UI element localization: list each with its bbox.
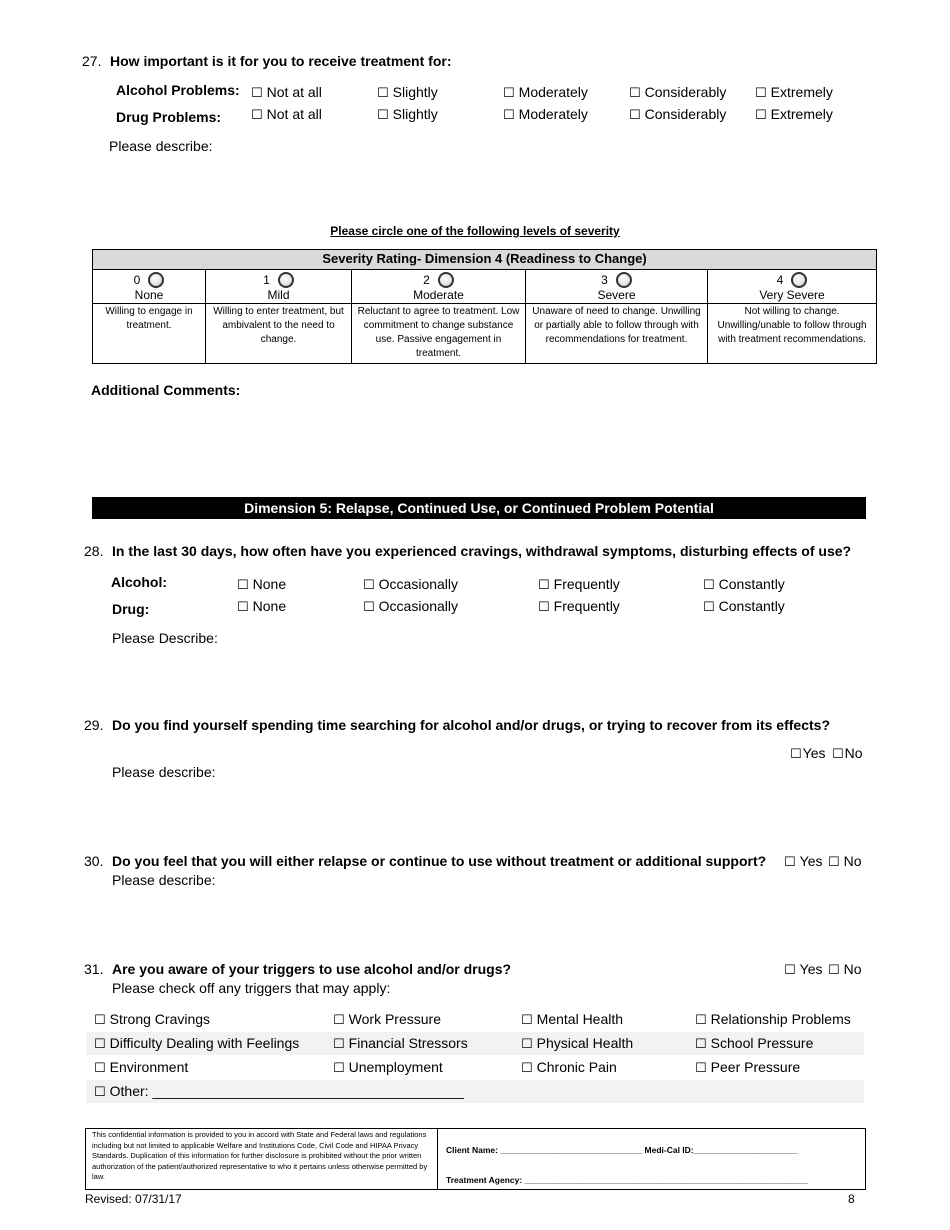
severity-level-4[interactable]: 4 Very Severe	[708, 270, 877, 304]
q27-drug-label: Drug Problems:	[116, 109, 222, 125]
checkbox-icon[interactable]: ☐	[695, 1013, 707, 1028]
q31-yes[interactable]: ☐ Yes	[784, 961, 823, 978]
severity-level-1[interactable]: 1 Mild	[206, 270, 352, 304]
dimension5-banner: Dimension 5: Relapse, Continued Use, or Continued Problem Potential	[92, 497, 866, 519]
q31-text: Are you aware of your triggers to use alcohol and/or drugs?	[112, 961, 512, 977]
severity-instruction: Please circle one of the following levels of severity	[330, 224, 620, 238]
q28-alcohol-frequently[interactable]: ☐ Frequently	[538, 576, 620, 593]
checkbox-icon[interactable]: ☐	[521, 1061, 533, 1076]
q27-drug-moderately[interactable]: ☐ Moderately	[503, 106, 588, 123]
q31-number: 31.	[84, 961, 104, 977]
checkbox-icon[interactable]: ☐	[629, 108, 641, 123]
checkbox-icon[interactable]: ☐	[94, 1085, 106, 1100]
revised-date: Revised: 07/31/17	[85, 1192, 182, 1206]
q28-describe-label: Please Describe:	[112, 630, 218, 646]
severity-level-2[interactable]: 2 Moderate	[352, 270, 526, 304]
q30-text: Do you feel that you will either relapse or continue to use without treatment or additional support?	[112, 853, 767, 869]
q27-drug-not-at-all[interactable]: ☐ Not at all	[251, 106, 322, 123]
severity-desc-4: Not willing to change. Unwilling/unable to follow through with treatment recommendations.	[708, 304, 877, 364]
radio-circle-icon[interactable]	[148, 272, 164, 288]
q27-text: How important is it for you to receive treatment for:	[110, 53, 452, 69]
checkbox-icon[interactable]: ☐	[333, 1061, 345, 1076]
q30-yes[interactable]: ☐ Yes	[784, 853, 823, 870]
checkbox-icon[interactable]: ☐	[828, 963, 840, 978]
severity-desc-2: Reluctant to agree to treatment. Low commitment to change substance use. Passive engagement in treatment.	[352, 304, 526, 364]
q27-describe-label: Please describe:	[109, 138, 213, 154]
checkbox-icon[interactable]: ☐	[363, 578, 375, 593]
q27-alcohol-extremely[interactable]: ☐ Extremely	[755, 84, 833, 101]
checkbox-icon[interactable]: ☐	[363, 600, 375, 615]
severity-desc-0: Willing to engage in treatment.	[93, 304, 206, 364]
q27-alcohol-moderately[interactable]: ☐ Moderately	[503, 84, 588, 101]
checkbox-icon[interactable]: ☐	[832, 747, 844, 762]
trigger-relationship-problems[interactable]: ☐ Relationship Problems	[695, 1011, 851, 1028]
checkbox-icon[interactable]: ☐	[521, 1013, 533, 1028]
trigger-peer-pressure[interactable]: ☐ Peer Pressure	[695, 1059, 801, 1076]
severity-title: Severity Rating- Dimension 4 (Readiness to Change)	[93, 250, 877, 270]
page-number: 8	[848, 1192, 855, 1206]
checkbox-icon[interactable]: ☐	[503, 86, 515, 101]
trigger-school-pressure[interactable]: ☐ School Pressure	[695, 1035, 814, 1052]
checkbox-icon[interactable]: ☐	[755, 108, 767, 123]
severity-level-0[interactable]: 0 None	[93, 270, 206, 304]
radio-circle-icon[interactable]	[278, 272, 294, 288]
checkbox-icon[interactable]: ☐	[377, 108, 389, 123]
checkbox-icon[interactable]: ☐	[755, 86, 767, 101]
trigger-other[interactable]: ☐ Other: ________________________________________	[94, 1083, 464, 1100]
trigger-difficulty-feelings[interactable]: ☐ Difficulty Dealing with Feelings	[94, 1035, 300, 1052]
q28-alcohol-constantly[interactable]: ☐ Constantly	[703, 576, 785, 593]
q29-text: Do you find yourself spending time searching for alcohol and/or drugs, or trying to recover from its effects?	[112, 717, 830, 733]
treatment-agency-field[interactable]: Treatment Agency: ____________________________________________________________	[446, 1175, 809, 1185]
q28-drug-frequently[interactable]: ☐ Frequently	[538, 598, 620, 615]
q29-describe-label: Please describe:	[112, 764, 216, 780]
additional-comments-label: Additional Comments:	[91, 382, 241, 398]
checkbox-icon[interactable]: ☐	[333, 1013, 345, 1028]
q28-alcohol-occasionally[interactable]: ☐ Occasionally	[363, 576, 459, 593]
checkbox-icon[interactable]: ☐	[521, 1037, 533, 1052]
q28-alcohol-none[interactable]: ☐ None	[237, 576, 287, 593]
q31-instruction: Please check off any triggers that may apply:	[112, 980, 391, 996]
q29-no[interactable]: ☐No	[832, 745, 863, 762]
q29-number: 29.	[84, 717, 104, 733]
q28-drug-none[interactable]: ☐ None	[237, 598, 287, 615]
checkbox-icon[interactable]: ☐	[703, 600, 715, 615]
checkbox-icon[interactable]: ☐	[333, 1037, 345, 1052]
checkbox-icon[interactable]: ☐	[237, 578, 249, 593]
q29-yes[interactable]: ☐Yes	[790, 745, 826, 762]
radio-circle-icon[interactable]	[791, 272, 807, 288]
checkbox-icon[interactable]: ☐	[94, 1013, 106, 1028]
trigger-physical-health[interactable]: ☐ Physical Health	[521, 1035, 634, 1052]
checkbox-icon[interactable]: ☐	[237, 600, 249, 615]
checkbox-icon[interactable]: ☐	[703, 578, 715, 593]
q27-drug-considerably[interactable]: ☐ Considerably	[629, 106, 727, 123]
trigger-mental-health[interactable]: ☐ Mental Health	[521, 1011, 624, 1028]
client-name-field[interactable]: Client Name: ______________________________ Medi-Cal ID:______________________	[446, 1145, 798, 1155]
trigger-chronic-pain[interactable]: ☐ Chronic Pain	[521, 1059, 617, 1076]
trigger-work-pressure[interactable]: ☐ Work Pressure	[333, 1011, 441, 1028]
checkbox-icon[interactable]: ☐	[377, 86, 389, 101]
trigger-environment[interactable]: ☐ Environment	[94, 1059, 189, 1076]
checkbox-icon[interactable]: ☐	[828, 855, 840, 870]
q28-text: In the last 30 days, how often have you experienced cravings, withdrawal symptoms, disturbing effects of use?	[112, 543, 852, 559]
q30-no[interactable]: ☐ No	[828, 853, 862, 870]
q28-drug-label: Drug:	[112, 601, 150, 617]
q27-alcohol-label: Alcohol Problems:	[116, 82, 240, 98]
trigger-strong-cravings[interactable]: ☐ Strong Cravings	[94, 1011, 211, 1028]
checkbox-icon[interactable]: ☐	[251, 86, 263, 101]
q30-describe-label: Please describe:	[112, 872, 216, 888]
q27-drug-slightly[interactable]: ☐ Slightly	[377, 106, 438, 123]
checkbox-icon[interactable]: ☐	[94, 1037, 106, 1052]
q30-number: 30.	[84, 853, 104, 869]
checkbox-icon[interactable]: ☐	[251, 108, 263, 123]
q28-number: 28.	[84, 543, 104, 559]
q28-drug-occasionally[interactable]: ☐ Occasionally	[363, 598, 459, 615]
severity-desc-1: Willing to enter treatment, but ambivalent to the need to change.	[206, 304, 352, 364]
confidentiality-notice: This confidential information is provided to you in accord with State and Federal laws and regulations including but not limited to applicable Welfare and Institutions Code, Civil Code and HIPAA Privacy Standards. Duplication of this information for further disclosure is prohibited without the prior written authorization of the patient/authorized representative to who it pertains unless otherwise permitted by law.	[86, 1129, 438, 1189]
checkbox-icon[interactable]: ☐	[695, 1037, 707, 1052]
footer-box	[85, 1128, 866, 1190]
checkbox-icon[interactable]: ☐	[784, 855, 796, 870]
q31-no[interactable]: ☐ No	[828, 961, 862, 978]
checkbox-icon[interactable]: ☐	[784, 963, 796, 978]
q27-alcohol-considerably[interactable]: ☐ Considerably	[629, 84, 727, 101]
q28-drug-constantly[interactable]: ☐ Constantly	[703, 598, 785, 615]
checkbox-icon[interactable]: ☐	[94, 1061, 106, 1076]
radio-circle-icon[interactable]	[616, 272, 632, 288]
severity-level-3[interactable]: 3 Severe	[526, 270, 708, 304]
checkbox-icon[interactable]: ☐	[503, 108, 515, 123]
severity-table	[92, 249, 877, 364]
checkbox-icon[interactable]: ☐	[695, 1061, 707, 1076]
q27-drug-extremely[interactable]: ☐ Extremely	[755, 106, 833, 123]
radio-circle-icon[interactable]	[438, 272, 454, 288]
checkbox-icon[interactable]: ☐	[790, 747, 802, 762]
checkbox-icon[interactable]: ☐	[538, 600, 550, 615]
trigger-financial-stressors[interactable]: ☐ Financial Stressors	[333, 1035, 468, 1052]
q27-alcohol-slightly[interactable]: ☐ Slightly	[377, 84, 438, 101]
checkbox-icon[interactable]: ☐	[629, 86, 641, 101]
severity-desc-3: Unaware of need to change. Unwilling or partially able to follow through with recommendations for treatment.	[526, 304, 708, 364]
q27-number: 27.	[82, 53, 102, 69]
trigger-unemployment[interactable]: ☐ Unemployment	[333, 1059, 443, 1076]
q28-alcohol-label: Alcohol:	[111, 574, 167, 590]
q27-alcohol-not-at-all[interactable]: ☐ Not at all	[251, 84, 322, 101]
checkbox-icon[interactable]: ☐	[538, 578, 550, 593]
